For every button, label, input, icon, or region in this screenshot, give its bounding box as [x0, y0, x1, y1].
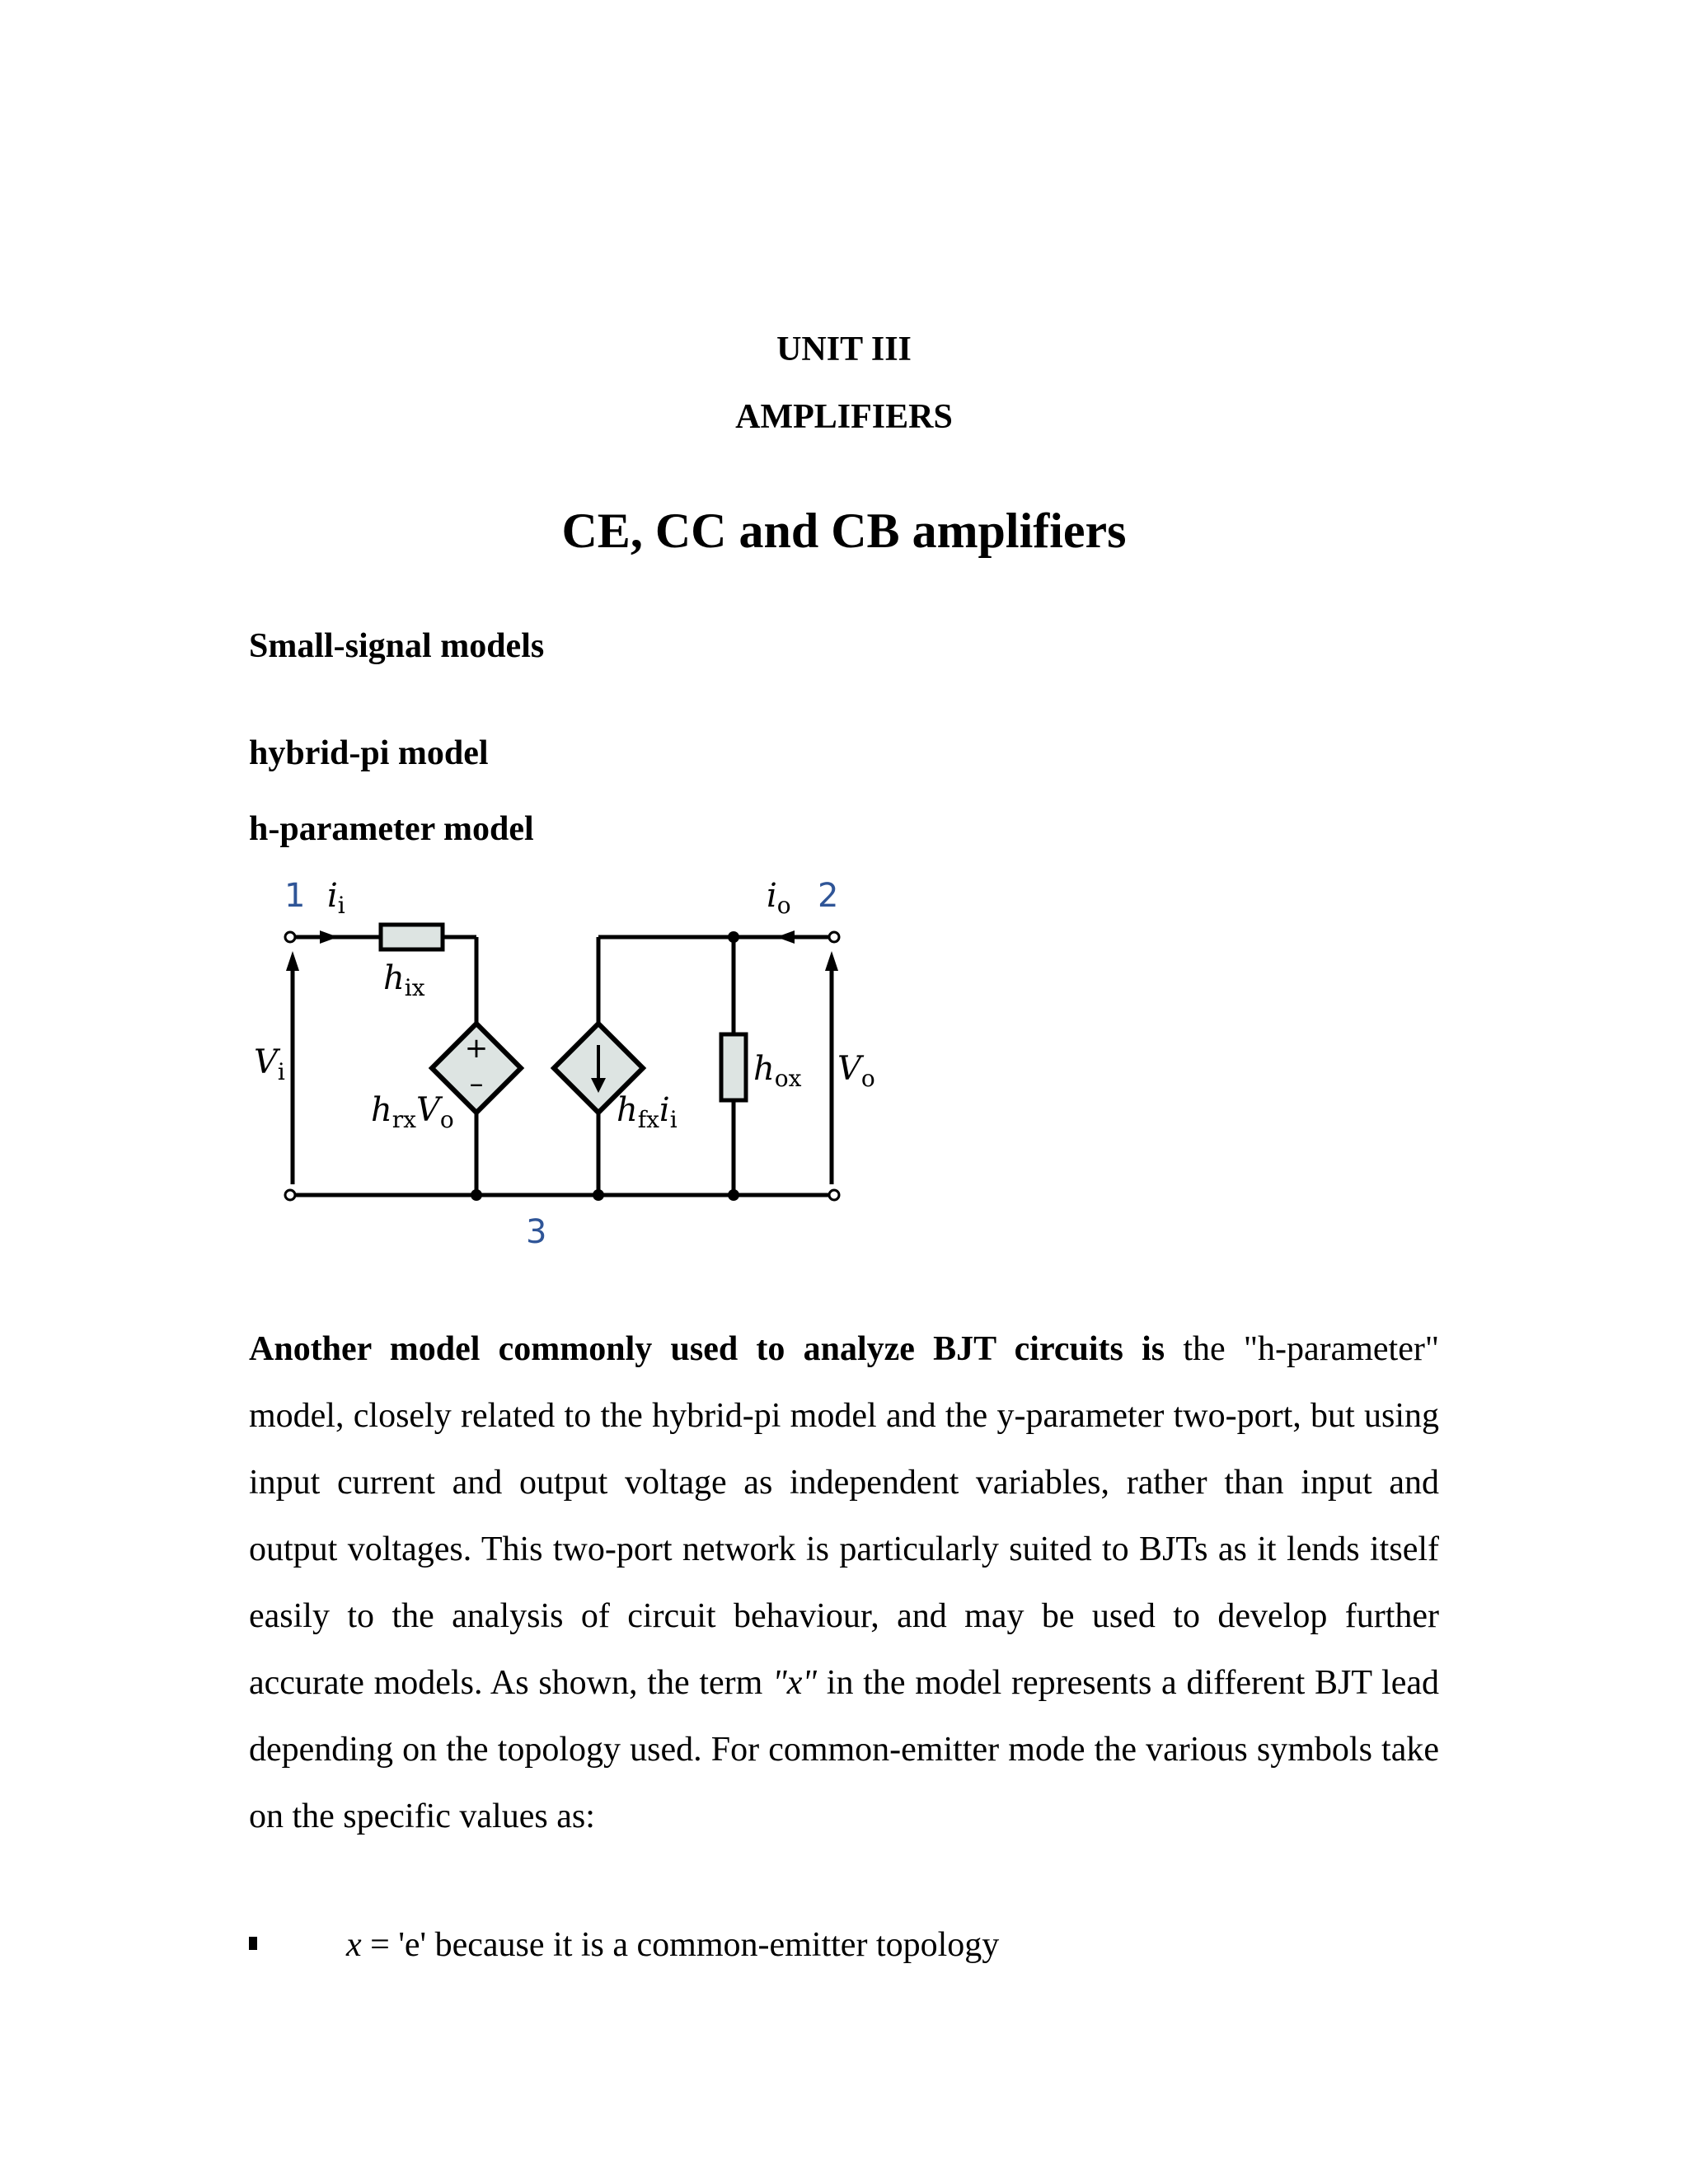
- paragraph-text-before-x: the "h-parameter" model, closely related to the hybrid-pi model and the y-parameter two-port, but using input current and output voltage as independent variables, rather than input and output voltages. This two-port network is particularly suited to BJTs as it lends itself easily to the analysis of circuit behaviour, and may be used to develop further accurate models. As shown, the term: [249, 1330, 1439, 1702]
- terminal-2-icon: [829, 932, 839, 942]
- hox-label: $h_{ox}$: [753, 1050, 802, 1092]
- hfx-ii-label: $h_{fx}i_i$: [617, 1091, 678, 1133]
- bullet-var: x: [346, 1926, 362, 1964]
- svg-text:–: –: [469, 1067, 484, 1100]
- vi-label: $V_i$: [254, 1043, 285, 1085]
- vo-label: $V_o$: [837, 1050, 875, 1092]
- subheading-h-parameter: h-parameter model: [249, 810, 534, 848]
- bullet-description: = 'e' because it is a common-emitter topology: [361, 1926, 1000, 1964]
- paragraph-text-after-x: in the model represents a different BJT lead depending on the topology used. For common-emitter mode the various symbols take on the specific values as:: [249, 1664, 1440, 1835]
- output-current-arrow-icon: [776, 930, 795, 944]
- hrx-vo-label: $h_{rx}V_o$: [371, 1091, 454, 1133]
- hox-resistor-icon: [721, 1034, 746, 1100]
- h-parameter-circuit-diagram: [247, 874, 874, 1253]
- subheading-hybrid-pi: hybrid-pi model: [249, 734, 489, 772]
- output-current-label: $i_o$: [767, 877, 791, 919]
- input-current-arrow-icon: [320, 930, 338, 944]
- dependent-voltage-source-icon: [432, 1024, 521, 1113]
- bullet-icon: [249, 1937, 257, 1950]
- chapter-title: AMPLIFIERS: [735, 398, 953, 436]
- hix-resistor-icon: [381, 925, 443, 949]
- node-2-label: 2: [818, 877, 839, 915]
- hix-label: $h_{ix}$: [383, 959, 425, 1001]
- subheading-small-signal: Small-signal models: [249, 627, 545, 665]
- terminal-1-icon: [285, 932, 295, 942]
- body-paragraph: [249, 1316, 1439, 1850]
- terminal-2-return-icon: [829, 1190, 839, 1200]
- svg-text:+: +: [464, 1032, 489, 1065]
- paragraph-x-term: "x": [772, 1664, 818, 1702]
- paragraph-bold-lead: Another model commonly used to analyze BJT circuits is: [249, 1330, 1165, 1368]
- input-current-label: $i_i$: [327, 877, 345, 919]
- unit-title: UNIT III: [776, 330, 912, 368]
- node-3-label: 3: [526, 1213, 547, 1251]
- node-1-label: 1: [284, 877, 306, 915]
- terminal-1-return-icon: [285, 1190, 295, 1200]
- bullet-text: [346, 1912, 999, 1979]
- section-title: CE, CC and CB amplifiers: [561, 504, 1127, 558]
